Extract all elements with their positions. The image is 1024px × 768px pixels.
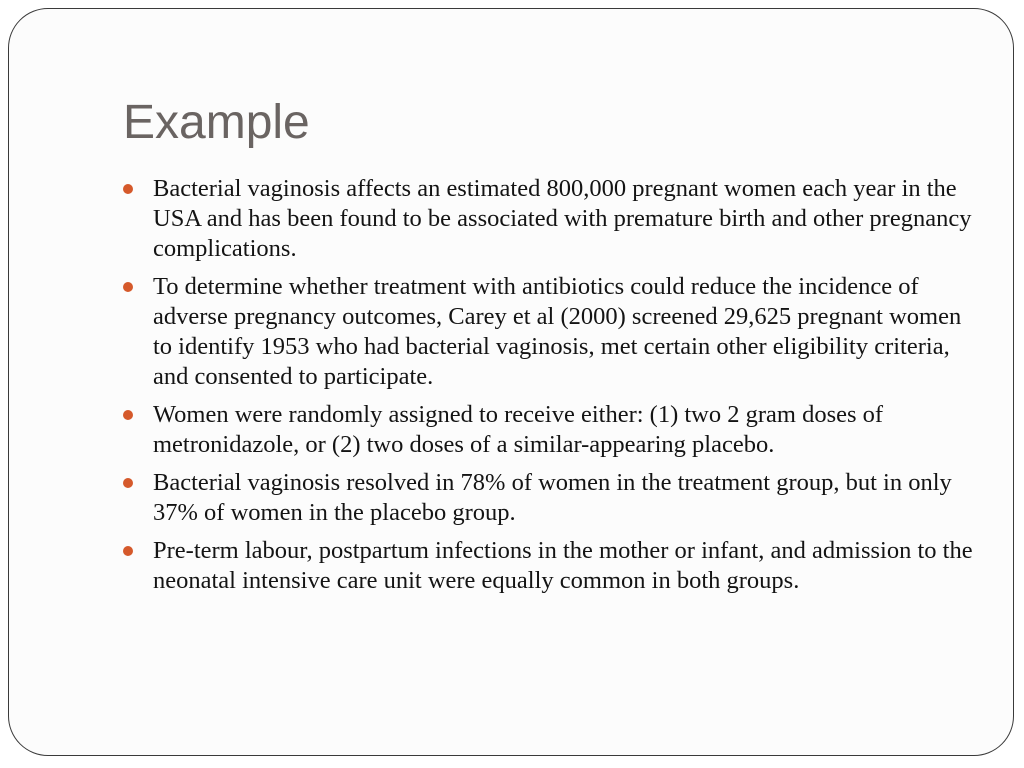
bullet-marker-icon (123, 282, 133, 292)
bullet-text: To determine whether treatment with antibiotics could reduce the incidence of adverse pregnancy outcomes, Carey et al (2000) screened 29,625 pregnant women to identify 1953 who had bacterial vaginosis, met certain other eligibility criteria, and consented to participate. (153, 273, 962, 390)
bullet-text: Bacterial vaginosis affects an estimated 800,000 pregnant women each year in the USA and has been found to be associated with premature birth and other pregnancy complications. (153, 175, 972, 262)
bullet-item (123, 400, 983, 460)
bullet-item (123, 174, 983, 264)
bullet-item (123, 468, 983, 528)
bullet-marker-icon (123, 410, 133, 420)
bullet-item (123, 272, 983, 392)
bullet-marker-icon (123, 478, 133, 488)
bullet-marker-icon (123, 546, 133, 556)
slide-frame (8, 8, 1014, 756)
bullet-text: Women were randomly assigned to receive either: (1) two 2 gram doses of metronidazole, or (2) two doses of a similar-appearing placebo. (153, 401, 884, 458)
slide-title: Example (123, 96, 310, 149)
bullet-list (123, 174, 983, 604)
bullet-text: Bacterial vaginosis resolved in 78% of women in the treatment group, but in only 37% of women in the placebo group. (153, 469, 952, 526)
bullet-marker-icon (123, 184, 133, 194)
bullet-text: Pre-term labour, postpartum infections in the mother or infant, and admission to the neonatal intensive care unit were equally common in both groups. (153, 537, 973, 594)
bullet-item (123, 536, 983, 596)
